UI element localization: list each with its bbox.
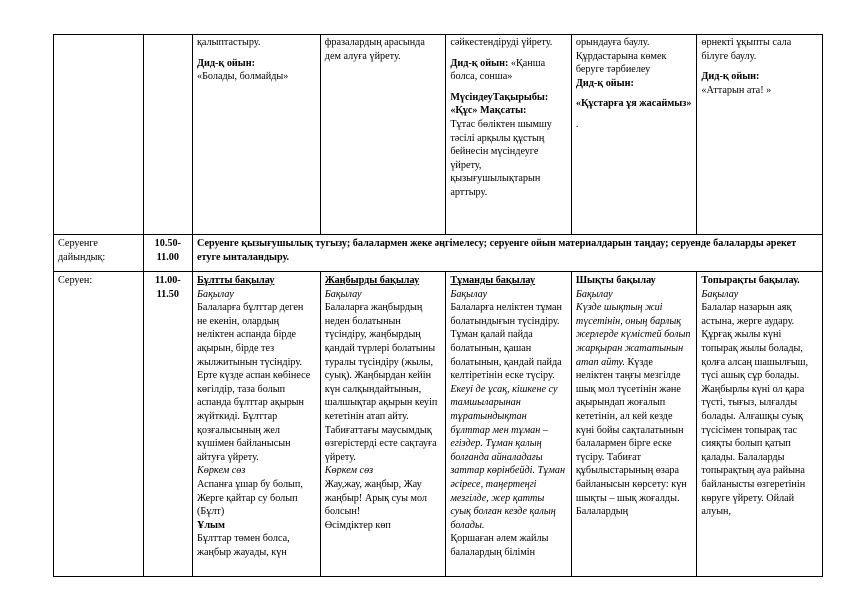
sculpt-text: Тұтас бөліктен шымшу тәсілі арқылы құстың бейнесін мүсіндеуге үйрету, қызығушылықтарын арттыру. bbox=[450, 118, 552, 198]
observation-text: Күзде неліктен таңғы мезгілде шық мол түсетінін және ақырындап жоғалып кететінін, ал кей кезде күні бойы сақталатынын балалармен бірге еске түсіру. Табиғат құбылыстарының өзара байланысын көрсету: күн шықты – шық жоғалды. Балалардың bbox=[575, 356, 687, 518]
cell-text: сәйкестендіруді үйрету. bbox=[450, 37, 553, 48]
prep-cell bbox=[192, 235, 822, 272]
row-label-cell bbox=[54, 35, 144, 235]
row-label: Серуен: bbox=[58, 275, 93, 286]
observation-title: Шықты бақылау bbox=[575, 275, 656, 286]
schedule-table bbox=[53, 34, 823, 577]
time-cell bbox=[143, 35, 192, 235]
cell-text: орындауға баулу. Құрдастарына көмек беруге тәрбиелеу bbox=[575, 37, 667, 76]
observation-text: Балаларға жаңбырдың неден болатынын түсіндіру, жаңбырдың қандай түрлері болатыны туралы түсіндіру (жылы, суық). Жаңбырдан кейін күн салқындайтынын, шалшықтар ақырын кеуіп кететінін атап айту. Табиғаттағы маусымдық өзгерістерді есте сақтауға үйрету. bbox=[324, 302, 438, 463]
observation-text-2: Өсімдіктер көп bbox=[324, 519, 391, 531]
observation-sub: Бақылау bbox=[575, 288, 613, 300]
observation-text-2: Бұлттар төмен болса, жаңбыр жауады, күн bbox=[196, 533, 290, 558]
poem-text: Аспанға ұшар бу болып, Жерге қайтар су болып (Бұлт) bbox=[196, 478, 303, 518]
observation-text: Балаларға неліктен тұман болатындығын түсіндіру. Тұман қалай пайда болатынын, қашан болатынын, қандай пайда келтіретінін еске түсіру. bbox=[450, 302, 562, 382]
observation-title: Топырақты бақылау. bbox=[701, 275, 800, 286]
cell-col7 bbox=[697, 272, 823, 577]
game-title: Дид-қ ойын: bbox=[701, 71, 760, 83]
art-word-title: Көркем сөз bbox=[324, 465, 374, 477]
game-name: «Қанша болса, сонша» bbox=[450, 57, 546, 83]
observation-sub: Бақылау bbox=[701, 288, 739, 300]
observation-italic: Күзде шықтың жиі түсетінін, оның барлық жерлерде күмістей болып жарқыран жататынын атап айту. bbox=[575, 302, 691, 368]
observation-title: Тұманды бақылау bbox=[450, 275, 536, 286]
cell-col6 bbox=[571, 272, 697, 577]
observation-text-2: Қоршаған әлем жайлы балалардың білімін bbox=[450, 533, 549, 558]
cell-col5 bbox=[446, 35, 572, 235]
observation-italic: Екеуі де ұсақ, кішкене су тамшыларынан тұратындықтан бұлттар мен тұман – егіздер. Тұман қалың болғанда айналадағы заттар көрінбейді. Тұман әсіресе, таңертеңгі мезгілде, жер қатты суық болған кезде қалың болады. bbox=[450, 383, 566, 531]
observation-text: Балалар назарын аяқ астына, жерге аудару. Құрғақ жылы күні топырақ жылы болады, қолға алсаң шашылғыш, түсі ашық сұр болады. Жаңбырлы күні ол қара түсті, тығыз, ылғалды болады. Алғашқы суық түсісімен топырақ тас сияқты болып қатып қалады. Балаларды топырақтың ауа райына байланысты өзгеретінін көруге үйрету. Ойлай алуын, bbox=[701, 302, 809, 518]
observation-sub: Бақылау bbox=[450, 288, 488, 300]
cell-text: өрнекті ұқыпты сала білуге баулу. bbox=[701, 37, 792, 62]
cell-col3 bbox=[192, 272, 320, 577]
cell-col5 bbox=[446, 272, 572, 577]
game-name: «Құстарға ұя жасаймыз» bbox=[575, 98, 692, 110]
time-cell bbox=[143, 272, 192, 577]
cell-col7 bbox=[697, 35, 823, 235]
game-title: Дид-қ ойын: bbox=[450, 57, 509, 69]
game-name: «Аттарын ата! » bbox=[701, 84, 772, 96]
sculpt-title: МүсіндеуТақырыбы: «Құс» Мақсаты: bbox=[450, 91, 549, 117]
row-label: Серуенге дайындық: bbox=[58, 238, 106, 263]
poem-text: Жау,жау, жаңбыр, Жау жаңбыр! Арық суы мол болсын! bbox=[324, 478, 427, 518]
prep-text: Серуенге қызығушылық тугызу; балалармен жеке әңгімелесу; серуенге ойын материалдарын таңдау; серуенде балаларды әрекет етуге ынталандыру. bbox=[196, 238, 797, 263]
observation-title: Жаңбырды бақылау bbox=[324, 275, 420, 286]
time-text: 10.50-11.00 bbox=[154, 238, 181, 263]
observation-sub: Бақылау bbox=[324, 288, 362, 300]
observation-text: Балаларға бұлттар деген не екенін, олардың неліктен аспанда бірде ақырын, бірде тез жылжитынын түсіндіру. Ерте күзде аспан көбінесе көгілдір, таза болып аспанда бұлттар ақырын жүйткиді. Бұлттар қозғалысының жел күшімен байланысын айтуға үйрету. bbox=[196, 302, 311, 463]
art-word-title: Көркем сөз bbox=[196, 465, 246, 477]
observation-title: Бұлтты бақылау bbox=[196, 275, 275, 286]
row-label-cell bbox=[54, 272, 144, 577]
table-row bbox=[54, 235, 823, 272]
game-name: «Болады, болмайды» bbox=[196, 71, 289, 83]
riddle-title: Ұлым bbox=[196, 519, 225, 531]
game-title: Дид-қ ойын: bbox=[196, 57, 256, 69]
cell-col4 bbox=[320, 272, 446, 577]
table-row bbox=[54, 272, 823, 577]
game-title: Дид-қ ойын: bbox=[575, 77, 634, 89]
time-text: 11.00-11.50 bbox=[154, 275, 181, 300]
cell-text: фразалардың арасында дем алуға үйрету. bbox=[324, 37, 425, 62]
time-cell bbox=[143, 235, 192, 272]
cell-col4 bbox=[320, 35, 446, 235]
table-row bbox=[54, 35, 823, 235]
cell-col3 bbox=[192, 35, 320, 235]
row-label-cell bbox=[54, 235, 144, 272]
observation-sub: Бақылау bbox=[196, 288, 234, 300]
dot-text: . bbox=[575, 118, 579, 130]
cell-text: қалыптастыру. bbox=[196, 37, 261, 48]
cell-col6 bbox=[571, 35, 697, 235]
